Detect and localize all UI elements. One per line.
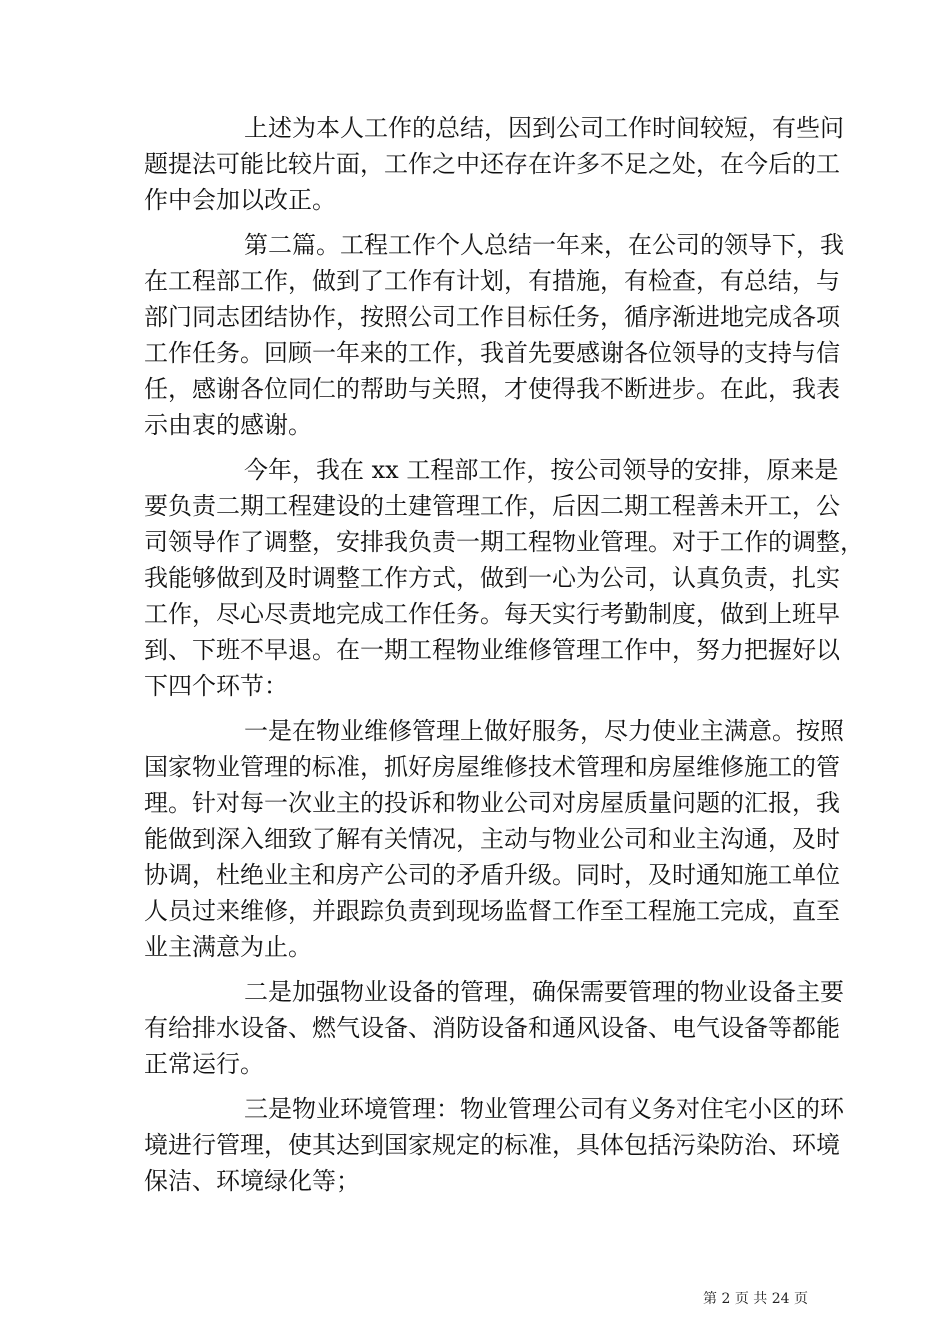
text-line: 题提法可能比较片面，工作之中还存在许多不足之处，在今后的工 [144,150,840,178]
text-line: 正常运行。 [144,1050,264,1078]
text-line: 工作任务。回顾一年来的工作，我首先要感谢各位领导的支持与信 [144,339,840,367]
text-line: 今年，我在 xx 工程部工作，按公司领导的安排，原来是 [244,456,839,484]
text-line: 国家物业管理的标准，抓好房屋维修技术管理和房屋维修施工的管 [144,753,840,781]
text-line: 三是物业环境管理：物业管理公司有义务对住宅小区的环 [244,1095,844,1123]
text-line: 作中会加以改正。 [144,186,336,214]
text-line: 部门同志团结协作，按照公司工作目标任务，循序渐进地完成各项 [144,303,840,331]
text-line: 到、下班不早退。在一期工程物业维修管理工作中，努力把握好以 [144,636,840,664]
paragraph [144,1091,844,1199]
paragraph [144,452,864,704]
text-line: 上述为本人工作的总结，因到公司工作时间较短，有些问 [244,114,844,142]
paragraph [144,227,844,443]
text-line: 理。针对每一次业主的投诉和物业公司对房屋质量问题的汇报，我 [144,789,840,817]
text-line: 我能够做到及时调整工作方式，做到一心为公司，认真负责，扎实 [144,564,840,592]
text-line: 人员过来维修，并跟踪负责到现场监督工作至工程施工完成，直至 [144,897,840,925]
text-line: 第二篇。工程工作个人总结一年来，在公司的领导下，我 [244,231,844,259]
text-line: 司领导作了调整，安排我负责一期工程物业管理。对于工作的调整， [144,528,864,556]
text-line: 有给排水设备、燃气设备、消防设备和通风设备、电气设备等都能 [144,1014,840,1042]
page-number: 第 2 页 共 24 页 [703,1291,808,1307]
paragraph [144,713,844,965]
paragraph [144,110,844,218]
text-line: 下四个环节： [144,672,288,700]
paragraph [144,974,844,1082]
text-line: 示由衷的感谢。 [144,411,312,439]
text-line: 工作，尽心尽责地完成工作任务。每天实行考勤制度，做到上班早 [144,600,840,628]
document-body [144,110,864,1199]
text-line: 要负责二期工程建设的土建管理工作，后因二期工程善未开工，公 [144,492,840,520]
text-line: 协调，杜绝业主和房产公司的矛盾升级。同时，及时通知施工单位 [144,861,840,889]
text-line: 一是在物业维修管理上做好服务，尽力使业主满意。按照 [244,717,844,745]
text-line: 二是加强物业设备的管理，确保需要管理的物业设备主要 [244,978,844,1006]
text-line: 在工程部工作，做到了工作有计划，有措施，有检查，有总结，与 [144,267,840,295]
text-line: 能做到深入细致了解有关情况，主动与物业公司和业主沟通，及时 [144,825,840,853]
text-line: 任，感谢各位同仁的帮助与关照，才使得我不断进步。在此，我表 [144,375,840,403]
text-line: 保洁、环境绿化等； [144,1167,360,1195]
text-line: 业主满意为止。 [144,933,312,961]
text-line: 境进行管理，使其达到国家规定的标准，具体包括污染防治、环境 [144,1131,840,1159]
